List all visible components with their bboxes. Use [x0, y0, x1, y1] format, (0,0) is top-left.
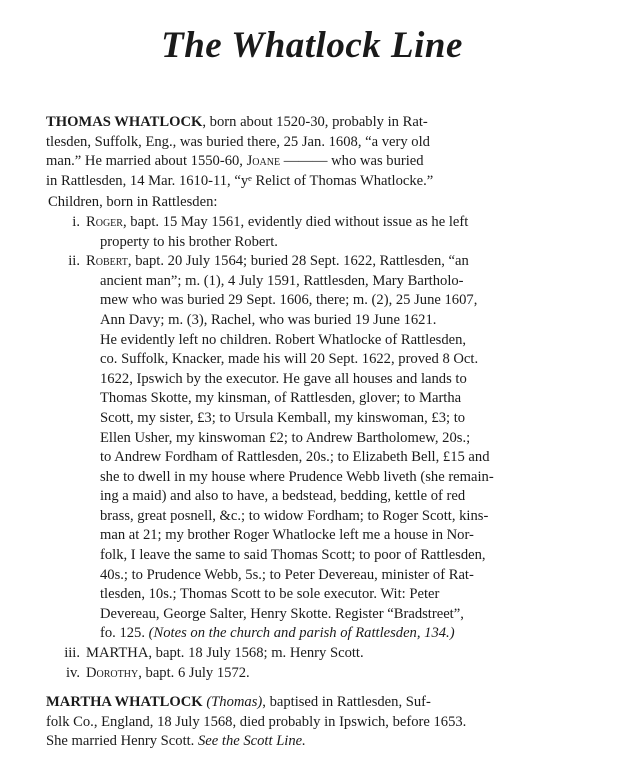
text-line: to Andrew Fordham of Rattlesden, 20s.; to Elizabeth Bell, £15 and: [100, 449, 490, 466]
child-name: Robert: [86, 253, 128, 270]
child-number: i.: [72, 213, 80, 230]
text-line: Devereau, George Salter, Henry Skotte. Register “Bradstreet”,: [100, 605, 464, 622]
text-line: Thomas Skotte, my kinsman, of Rattlesden, glover; to Martha: [100, 390, 462, 407]
children-list: [46, 193, 576, 683]
text-line: He evidently left no children. Robert Whatlocke of Rattlesden,: [100, 331, 467, 348]
child-number: iii.: [64, 645, 80, 662]
text-line: who was buried: [331, 153, 424, 170]
wife-name: Joane: [246, 153, 281, 170]
text-line: co. Suffolk, Knacker, made his will 20 Sept. 1622, proved 8 Oct.: [100, 351, 479, 368]
child-entry: [46, 252, 576, 644]
thomas-entry: THOMAS WHATLOCK, born about 1520-30, probably in Rat- tlesden, Suffolk, Eng., was buried there, 25 Jan. 1608, “a very old man.” He married about 1550-60, Joane ——— who was buried in Rattlesden, 14 Mar. 1610-11, “yᵉ Relict of Thomas Whatlocke.”: [46, 113, 576, 191]
text-line: 1622, Ipswich by the executor. He gave all houses and lands to: [100, 370, 467, 387]
text-line: ancient man”; m. (1), 4 July 1591, Rattlesden, Mary Bartholo-: [100, 272, 464, 289]
text-line: folk, I leave the same to said Thomas Scott; to poor of Rattlesden,: [100, 547, 486, 564]
text-line: in Rattlesden, 14 Mar. 1610-11, “yᵉ Relict of Thomas Whatlocke.”: [46, 172, 434, 189]
text-line: 40s.; to Prudence Webb, 5s.; to Peter Devereau, minister of Rat-: [100, 566, 474, 583]
child-number: ii.: [68, 253, 80, 270]
martha-entry: [46, 693, 576, 752]
thomas-name: THOMAS WHATLOCK: [46, 114, 203, 130]
text-line: , baptised in Rattlesden, Suf-: [262, 694, 431, 711]
page-title: The Whatlock Line: [161, 25, 463, 66]
text-line: , bapt. 15 May 1561, evidently died without issue as he left: [122, 213, 469, 230]
children-heading: Children, born in Rattlesden:: [48, 194, 218, 211]
text-line: fo. 125.: [100, 625, 149, 642]
text-line: man at 21; my brother Roger Whatlocke left me a house in Nor-: [100, 527, 474, 544]
text-line: Scott, my sister, £3; to Ursula Kemball, my kinswoman, £3; to: [100, 409, 466, 426]
text-line: brass, great posnell, &c.; to widow Fordham; to Roger Scott, kins-: [100, 507, 489, 524]
text-line: tlesden, 10s.; Thomas Scott to be sole executor. Wit: Peter: [100, 586, 440, 603]
child-entry: [46, 664, 576, 684]
child-name: Dorothy: [86, 664, 139, 681]
martha-name: MARTHA WHATLOCK: [46, 694, 203, 711]
text-line: she to dwell in my house where Prudence Webb liveth (she remain-: [100, 468, 494, 485]
text-line: Ann Davy; m. (3), Rachel, who was buried 19 June 1621.: [100, 311, 437, 328]
child-number: iv.: [65, 664, 80, 681]
text-line: man.” He married about 1550-60,: [46, 153, 247, 170]
text-line: folk Co., England, 18 July 1568, died probably in Ipswich, before 1653.: [46, 713, 467, 730]
genealogy-text: [46, 113, 576, 752]
text-line: property to his brother Robert.: [100, 233, 278, 250]
text-line: , bapt. 20 July 1564; buried 28 Sept. 1622, Rattlesden, “an: [127, 253, 469, 270]
child-name: MARTHA: [86, 645, 149, 662]
see-also-note: See the Scott Line.: [197, 733, 306, 750]
child-name: Roger: [86, 213, 123, 230]
child-entry: [46, 213, 576, 252]
text-line: ing a maid) and also to have, a bedstead, bedding, kettle of red: [100, 488, 466, 505]
text-line: She married Henry Scott.: [46, 733, 198, 750]
source-note: (Notes on the church and parish of Rattlesden, 134.): [148, 625, 455, 642]
text-line: mew who was buried 29 Sept. 1606, there; m. (2), 25 June 1607,: [100, 292, 478, 309]
text-line: Ellen Usher, my kinswoman £2; to Andrew Bartholomew, 20s.;: [100, 429, 471, 446]
text-line: , bapt. 18 July 1568; m. Henry Scott.: [148, 645, 364, 662]
text-line: , bapt. 6 July 1572.: [138, 664, 250, 681]
text-line: , born about 1520-30, probably in Rat-: [202, 114, 428, 130]
child-entry: [46, 644, 576, 664]
martha-parent: (Thomas): [206, 694, 263, 711]
text-line: tlesden, Suffolk, Eng., was buried there, 25 Jan. 1608, “a very old: [46, 133, 430, 150]
